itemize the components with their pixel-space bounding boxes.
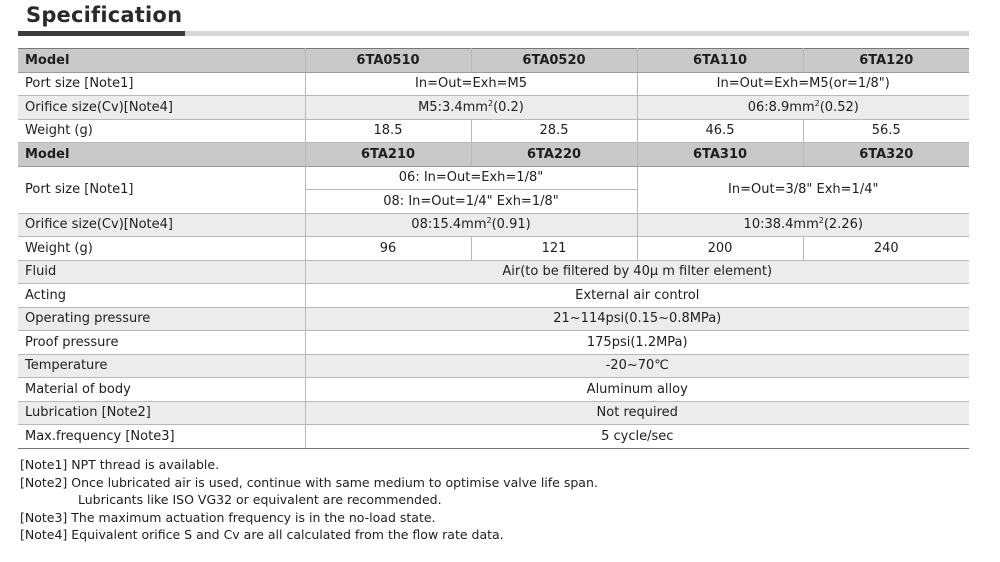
orifice-size-row-2 [18, 213, 969, 237]
acting-row [18, 284, 969, 308]
model-label: Model [18, 143, 305, 167]
row-label: Fluid [18, 260, 305, 284]
model-cell: 6TA110 [637, 49, 803, 73]
row-label: Port size [Note1] [18, 166, 305, 213]
model-header-row-1 [18, 49, 969, 73]
row-label: Weight (g) [18, 237, 305, 261]
proof-pressure-value: 175psi(1.2MPa) [305, 331, 969, 355]
model-cell: 6TA0510 [305, 49, 471, 73]
material-row [18, 378, 969, 402]
weight-value: 56.5 [803, 119, 969, 143]
orifice-size-row-1 [18, 96, 969, 120]
fluid-row [18, 260, 969, 284]
port-size-value: 08: In=Out=1/4" Exh=1/8" [305, 190, 637, 214]
port-size-value: 06: In=Out=Exh=1/8" [305, 166, 637, 190]
note-2-continued: Lubricants like ISO VG32 or equivalent are recommended. [78, 492, 442, 508]
port-size-value: In=Out=Exh=M5 [305, 72, 637, 96]
orifice-size-value: $06:8.9mm^2(0.52)$ [637, 96, 969, 120]
weight-value: 46.5 [637, 119, 803, 143]
page-title: Specification [26, 3, 183, 27]
operating-pressure-value: 21~114psi(0.15~0.8MPa) [305, 307, 969, 331]
temperature-value: -20~70℃ [305, 354, 969, 378]
orifice-size-value: $M5:3.4mm^2(0.2)$ [305, 96, 637, 120]
model-label: Model [18, 49, 305, 73]
note-1: [Note1] NPT thread is available. [20, 457, 220, 472]
orifice-size-value: $10:38.4mm^2(2.26)$ [637, 213, 969, 237]
max-frequency-row [18, 425, 969, 449]
row-label: Orifice size(Cv)[Note4] [18, 96, 305, 120]
weight-value: 200 [637, 237, 803, 261]
row-label: Proof pressure [18, 331, 305, 355]
notes [20, 456, 598, 544]
note-3: [Note3] The maximum actuation frequency is in the no-load state. [20, 509, 436, 525]
proof-pressure-row [18, 331, 969, 355]
row-label: Temperature [18, 354, 305, 378]
weight-value: 18.5 [305, 119, 471, 143]
weight-value: 240 [803, 237, 969, 261]
title-underline-accent [18, 31, 185, 36]
orifice-size-value: $08:15.4mm^2(0.91)$ [305, 213, 637, 237]
weight-value: 121 [471, 237, 637, 261]
acting-value: External air control [305, 284, 969, 308]
model-cell: 6TA210 [305, 143, 471, 167]
port-size-value: In=Out=Exh=M5(or=1/8") [637, 72, 969, 96]
model-cell: 6TA0520 [471, 49, 637, 73]
weight-value: 28.5 [471, 119, 637, 143]
row-label: Operating pressure [18, 307, 305, 331]
model-header-row-2 [18, 143, 969, 167]
row-label: Port size [Note1] [18, 72, 305, 96]
port-size-value: In=Out=3/8" Exh=1/4" [637, 166, 969, 213]
model-cell: 6TA310 [637, 143, 803, 167]
row-label: Max.frequency [Note3] [18, 425, 305, 449]
row-label: Acting [18, 284, 305, 308]
model-cell: 6TA120 [803, 49, 969, 73]
row-label: Weight (g) [18, 119, 305, 143]
temperature-row [18, 354, 969, 378]
fluid-value: Air(to be filtered by 40μ m filter element) [305, 260, 969, 284]
row-label: Material of body [18, 378, 305, 402]
lubrication-value: Not required [305, 401, 969, 425]
port-size-row-1 [18, 72, 969, 96]
port-size-row-2a [18, 166, 969, 190]
note-4: [Note4] Equivalent orifice S and Cv are all calculated from the flow rate data. [20, 527, 504, 543]
weight-value: 96 [305, 237, 471, 261]
note-2: [Note2] Once lubricated air is used, continue with same medium to optimise valve life span. [20, 474, 598, 490]
material-value: Aluminum alloy [305, 378, 969, 402]
model-cell: 6TA320 [803, 143, 969, 167]
row-label: Orifice size(Cv)[Note4] [18, 213, 305, 237]
weight-row-2 [18, 237, 969, 261]
max-frequency-value: 5 cycle/sec [305, 425, 969, 449]
operating-pressure-row [18, 307, 969, 331]
weight-row-1 [18, 119, 969, 143]
lubrication-row [18, 401, 969, 425]
model-cell: 6TA220 [471, 143, 637, 167]
row-label: Lubrication [Note2] [18, 401, 305, 425]
specification-table [18, 48, 969, 449]
